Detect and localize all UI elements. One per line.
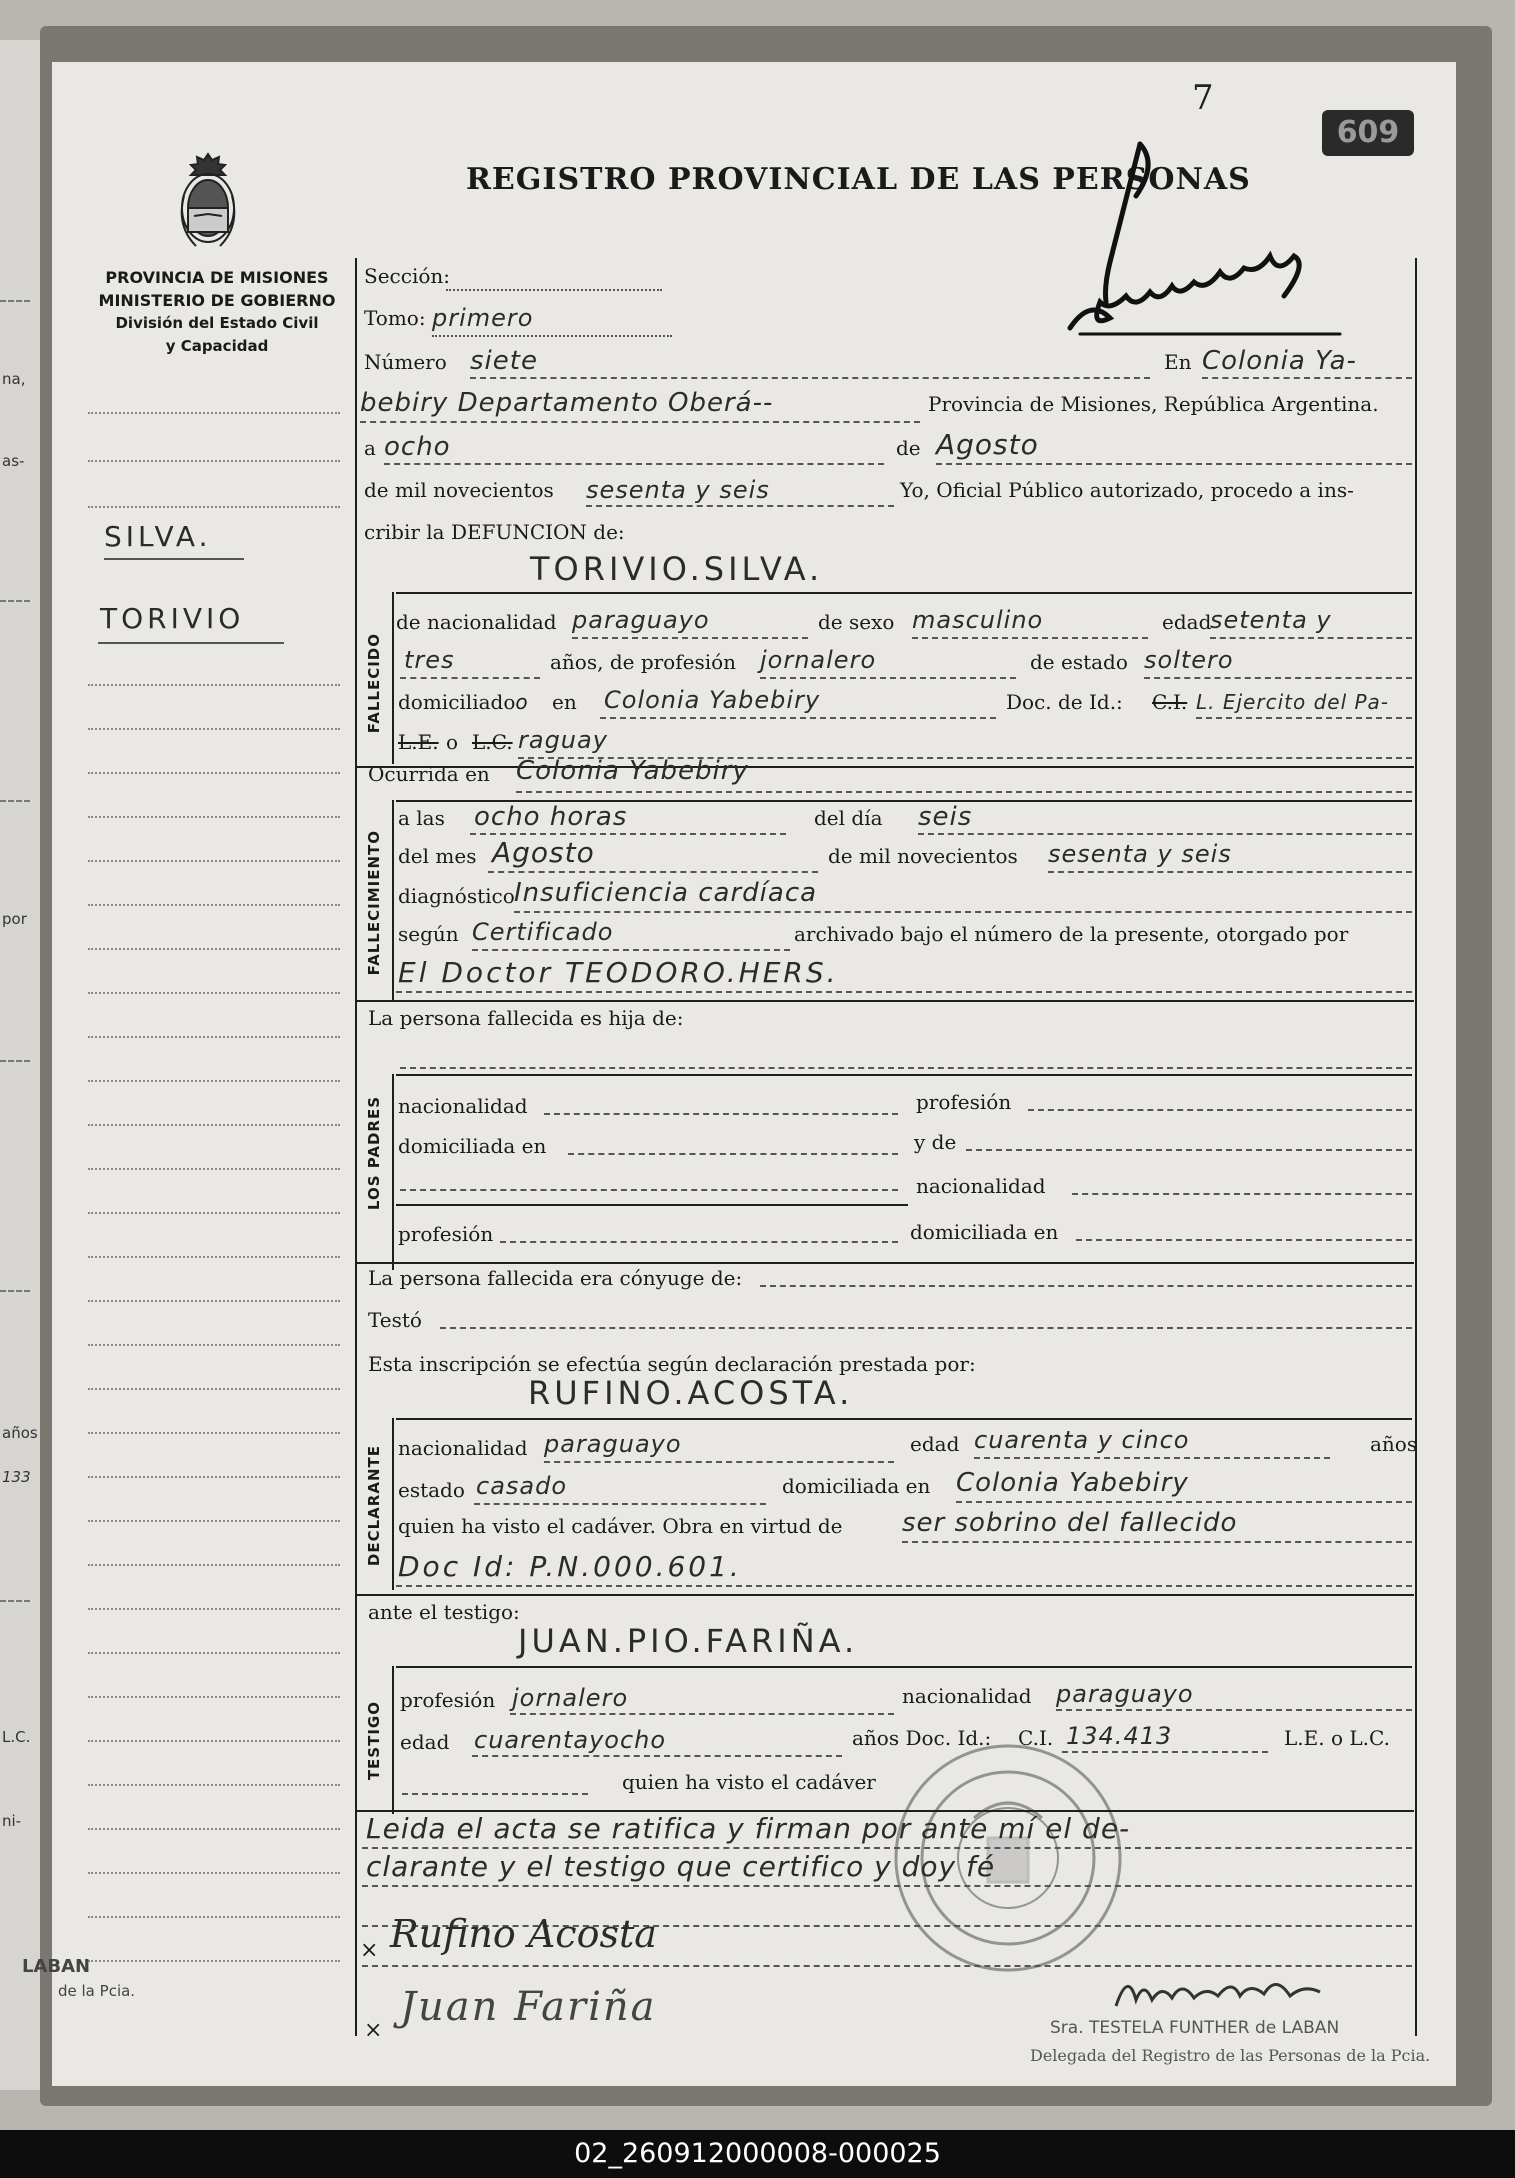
- ministry-header: [82, 266, 352, 358]
- margin-line: [88, 1828, 340, 1830]
- anio-field: [1048, 870, 1412, 873]
- margin-line: [88, 460, 340, 462]
- declarante-tab-rule: [392, 1418, 394, 1590]
- page-number: 7: [1192, 78, 1214, 118]
- margin-line: [88, 1212, 340, 1214]
- cierre-linea-2: clarante y el testigo que certifico y doy fé: [366, 1850, 996, 1883]
- anios-profesion-label: años, de profesión: [550, 650, 737, 674]
- le-label: L.E.: [398, 730, 439, 754]
- form-right-border: [1415, 258, 1417, 2036]
- declarante-estado-field: [474, 1502, 766, 1505]
- registrar-signature: [1040, 138, 1370, 348]
- segun-label: según: [398, 922, 459, 946]
- testo-label: Testó: [368, 1308, 422, 1332]
- madre-name-field-2: [400, 1188, 898, 1191]
- tomo-field: [432, 334, 672, 337]
- margin-line: [88, 948, 340, 950]
- sexo-value: masculino: [912, 606, 1044, 634]
- margin-line: [88, 1168, 340, 1170]
- margin-line: [88, 1652, 340, 1654]
- declarante-nacionalidad-value: paraguayo: [544, 1430, 682, 1458]
- declarante-tab: DECLARANTE: [365, 1445, 383, 1567]
- inscripcion-label: Esta inscripción se efectúa según declaración prestada por:: [368, 1352, 976, 1376]
- diagnostico-value: Insuficiencia cardíaca: [514, 878, 818, 908]
- dia-value: seis: [918, 802, 973, 832]
- margin-line: [88, 1300, 340, 1302]
- provincia-label: Provincia de Misiones, República Argentina.: [928, 392, 1379, 416]
- padres-nacionalidad2-label: nacionalidad: [916, 1174, 1046, 1198]
- testigo-ci-value: 134.413: [1066, 1722, 1173, 1750]
- x-mark: ×: [360, 1938, 379, 1963]
- padres-nacionalidad2-field: [1072, 1192, 1412, 1195]
- prev-page-line: [0, 600, 30, 602]
- declarante-nombre: RUFINO.ACOSTA.: [528, 1374, 854, 1412]
- sexo-field: [912, 636, 1148, 639]
- folio-stamp: 609: [1322, 110, 1414, 156]
- medico-value: El Doctor TEODORO.HERS.: [398, 956, 839, 989]
- division-name: División del Estado Civil: [115, 314, 319, 332]
- margin-line: [88, 772, 340, 774]
- testigo-profesion-value: jornalero: [512, 1684, 629, 1712]
- padres-domiciliada2-field: [1076, 1238, 1412, 1241]
- lugar-value-2: bebiry Departamento Oberá--: [360, 388, 774, 418]
- prev-page-stamp: LABAN: [22, 1956, 91, 1977]
- numero-label: Número: [364, 350, 447, 374]
- declarante-anios-label: años: [1370, 1432, 1418, 1456]
- prev-page-fragment: años: [2, 1424, 38, 1442]
- testigo-tab: TESTIGO: [365, 1701, 383, 1781]
- testigo-tab-rule: [392, 1666, 394, 1814]
- nacionalidad-field: [572, 636, 808, 639]
- margin-line: [88, 1432, 340, 1434]
- lugar-value-1: Colonia Ya-: [1202, 346, 1357, 376]
- declarante-doc-value: Doc Id: P.N.000.601.: [398, 1550, 742, 1583]
- inscribir-label: cribir la DEFUNCION de:: [364, 520, 625, 544]
- anio-value: sesenta y seis: [1048, 840, 1232, 868]
- declarante-virtud-value: ser sobrino del fallecido: [902, 1508, 1238, 1538]
- ante-testigo-label: ante el testigo:: [368, 1600, 520, 1624]
- padres-top-rule: [396, 1074, 1412, 1076]
- doc-value-2: raguay: [518, 726, 608, 754]
- cierre-field-2: [362, 1884, 1412, 1887]
- dia-field: [384, 462, 884, 465]
- tomo-value: primero: [432, 304, 534, 332]
- mes-field: [488, 870, 818, 873]
- declarante-estado-label: estado: [398, 1478, 465, 1502]
- margin-line: [88, 1608, 340, 1610]
- padres-domiciliada-field: [568, 1152, 898, 1155]
- testigo-profesion-field: [510, 1712, 894, 1715]
- margin-line: [88, 1740, 340, 1742]
- lugar-field-1: [1202, 376, 1412, 379]
- en-label: en: [552, 690, 577, 714]
- domicilio-value: Colonia Yabebiry: [604, 686, 821, 714]
- margin-line: [88, 728, 340, 730]
- ocurrida-label: Ocurrida en: [368, 762, 490, 786]
- estado-value: soltero: [1144, 646, 1234, 674]
- declarante-domicilio-value: Colonia Yabebiry: [956, 1468, 1189, 1498]
- margin-line: [88, 992, 340, 994]
- nacionalidad-value: paraguayo: [572, 606, 710, 634]
- testigo-profesion-label: profesión: [400, 1688, 496, 1712]
- anio-field: [586, 504, 894, 507]
- margin-line: [88, 1476, 340, 1478]
- margin-line: [88, 1036, 340, 1038]
- margin-line: [88, 1784, 340, 1786]
- testigo-ci-label: C.I.: [1018, 1726, 1054, 1750]
- seccion-field: [446, 288, 662, 291]
- mes-label: del mes: [398, 844, 477, 868]
- testigo-top-rule: [396, 1666, 1412, 1668]
- padres-tab-rule: [392, 1074, 394, 1270]
- testigo-nacionalidad-field: [1056, 1708, 1412, 1711]
- hija-label: La persona fallecida es hija de:: [368, 1006, 684, 1030]
- cierre-field-1: [362, 1846, 1412, 1849]
- edad-value-2: tres: [404, 646, 455, 674]
- segun-value: Certificado: [472, 918, 614, 946]
- a-label: a: [364, 436, 376, 460]
- yo-label: Yo, Oficial Público autorizado, procedo a ins-: [900, 478, 1354, 502]
- doc-value-1: L. Ejercito del Pa-: [1196, 690, 1390, 714]
- hora-value: ocho horas: [474, 802, 628, 832]
- margin-line: [88, 1124, 340, 1126]
- margin-line: [88, 1960, 340, 1962]
- testigo-edad-field: [472, 1754, 842, 1757]
- nacionalidad-label: de nacionalidad: [396, 610, 557, 634]
- fallecido-tab: FALLECIDO: [365, 632, 383, 734]
- diagnostico-label: diagnóstico: [398, 884, 515, 908]
- padres-nacionalidad-label: nacionalidad: [398, 1094, 528, 1118]
- mes-field: [936, 462, 1412, 465]
- mes-value: Agosto: [492, 836, 595, 869]
- dia-field: [918, 832, 1412, 835]
- ocurrida-rule: [356, 766, 1414, 768]
- edad-value-1: setenta y: [1210, 606, 1332, 634]
- prev-page-line: [0, 1600, 30, 1602]
- testigo-rule: [356, 1594, 1414, 1596]
- margin-given-name: TORIVIO: [100, 602, 245, 635]
- division-name-2: y Capacidad: [165, 337, 269, 355]
- padre-name-field: [400, 1066, 1412, 1069]
- margin-line: [88, 1520, 340, 1522]
- margin-line: [88, 1256, 340, 1258]
- archivado-label: archivado bajo el número de la presente, otorgado por: [794, 922, 1349, 946]
- prev-page-fragment: na,: [2, 370, 26, 388]
- conyuge-field: [760, 1284, 1412, 1287]
- margin-line: [88, 1916, 340, 1918]
- mil-label: de mil novecientos: [828, 844, 1018, 868]
- form-left-border: [355, 258, 357, 2036]
- declarante-edad-field: [974, 1456, 1330, 1459]
- testigo-edad-label: edad: [400, 1730, 450, 1754]
- padres-domiciliada2-label: domiciliada en: [910, 1220, 1059, 1244]
- testigo-le-label: L.E. o L.C.: [1284, 1726, 1390, 1750]
- hora-label: a las: [398, 806, 445, 830]
- province-name: PROVINCIA DE MISIONES: [105, 268, 329, 287]
- margin-line: [88, 1564, 340, 1566]
- prev-page-line: [0, 800, 30, 802]
- lc-label: L.C.: [472, 730, 513, 754]
- testigo-nombre: JUAN.PIO.FARIÑA.: [518, 1622, 859, 1660]
- officer-title: Delegada del Registro de las Personas de la Pcia.: [1030, 2046, 1431, 2065]
- conyuge-rule: [356, 1262, 1414, 1264]
- margin-underline: [104, 558, 244, 560]
- tomo-label: Tomo:: [364, 306, 426, 330]
- national-emblem-icon: [172, 146, 244, 258]
- cierre-linea-1: Leida el acta se ratifica y firman por ante mí el de-: [366, 1812, 1131, 1845]
- prev-page-fragment: L.C.: [2, 1728, 31, 1746]
- declarante-domicilio-field: [956, 1500, 1412, 1503]
- declarante-virtud-field: [902, 1540, 1412, 1543]
- prev-page-fragment: 133: [2, 1468, 31, 1486]
- margin-line: [88, 412, 340, 414]
- estado-field: [1144, 676, 1412, 679]
- lugar-field-2: [360, 420, 920, 423]
- domicilio-label: domiciliadoo: [398, 690, 528, 714]
- declarante-signature: Rufino Acosta: [390, 1912, 657, 1956]
- file-id: 02_260912000008-000025: [574, 2138, 941, 2169]
- officer-name: Sra. TESTELA FUNTHER de LABAN: [1050, 2018, 1340, 2038]
- margin-line: [88, 684, 340, 686]
- ocurrida-field: [516, 790, 1412, 793]
- prev-page-line: [0, 1060, 30, 1062]
- x-mark-2: ×: [364, 2018, 383, 2043]
- prev-page-fragment: as-: [2, 452, 25, 470]
- padres-profesion-field: [1028, 1108, 1412, 1111]
- fallecido-tab-rule: [392, 592, 394, 764]
- declarante-nacionalidad-label: nacionalidad: [398, 1436, 528, 1460]
- testigo-nacionalidad-value: paraguayo: [1056, 1680, 1194, 1708]
- padres-profesion-label: profesión: [916, 1090, 1012, 1114]
- prev-page-stamp-2: de la Pcia.: [58, 1982, 136, 2000]
- ci-label: C.I.: [1152, 690, 1188, 714]
- doc-field-1: [1196, 716, 1412, 719]
- profesion-field: [760, 676, 1016, 679]
- margin-line: [88, 1388, 340, 1390]
- declarante-edad-label: edad: [910, 1432, 960, 1456]
- ocurrida-value: Colonia Yabebiry: [516, 756, 749, 786]
- medico-field: [396, 990, 1412, 993]
- margin-line: [88, 1344, 340, 1346]
- seccion-label: Sección:: [364, 264, 450, 288]
- padres-mid-rule: [396, 1204, 908, 1206]
- margin-line: [88, 904, 340, 906]
- declarante-visto-label: quien ha visto el cadáver. Obra en virtud de: [398, 1514, 843, 1538]
- declarante-domiciliada-label: domiciliada en: [782, 1474, 931, 1498]
- edad-field-2: [400, 676, 540, 679]
- declarante-estado-value: casado: [476, 1472, 568, 1500]
- prev-page-fragment: por: [2, 910, 27, 928]
- fallecimiento-tab: FALLECIMIENTO: [365, 830, 383, 976]
- document-title: REGISTRO PROVINCIAL DE LAS PERSONAS: [466, 162, 1251, 197]
- edad-label: edad: [1162, 610, 1212, 634]
- de-label: de: [896, 436, 921, 460]
- dia-value: ocho: [384, 432, 451, 462]
- declarante-nacionalidad-field: [544, 1460, 894, 1463]
- padres-nacionalidad-field: [544, 1112, 898, 1115]
- testigo-signature: Juan Fariña: [400, 1984, 657, 2030]
- margin-line: [88, 1696, 340, 1698]
- segun-field: [472, 948, 790, 951]
- madre-name-field: [966, 1148, 1412, 1151]
- prev-page-fragment: ni-: [2, 1812, 22, 1830]
- testigo-nacionalidad-label: nacionalidad: [902, 1684, 1032, 1708]
- padres-profesion2-field: [500, 1240, 898, 1243]
- ministry-name: MINISTERIO DE GOBIERNO: [98, 291, 336, 310]
- numero-value: siete: [470, 346, 538, 376]
- declarante-edad-value: cuarenta y cinco: [974, 1426, 1190, 1454]
- anio-value: sesenta y seis: [586, 476, 770, 504]
- dia-label: del día: [814, 806, 883, 830]
- diagnostico-field: [514, 910, 1412, 913]
- testigo-doc-field: [402, 1792, 588, 1795]
- conyuge-label: La persona fallecida era cónyuge de:: [368, 1266, 743, 1290]
- margin-line: [88, 1080, 340, 1082]
- fallecido-nombre: TORIVIO.SILVA.: [530, 550, 824, 588]
- profesion-value: jornalero: [760, 646, 877, 674]
- hora-field: [470, 832, 786, 835]
- file-id-bar: [0, 2130, 1515, 2178]
- mil-label: de mil novecientos: [364, 478, 554, 502]
- margin-line: [88, 506, 340, 508]
- estado-label: de estado: [1030, 650, 1128, 674]
- testigo-edad-value: cuarentayocho: [474, 1726, 667, 1754]
- declarante-top-rule: [396, 1418, 1412, 1420]
- en-label: En: [1164, 350, 1192, 374]
- numero-field: [470, 376, 1150, 379]
- domicilio-field: [600, 716, 996, 719]
- testo-field: [440, 1326, 1412, 1329]
- padres-rule: [356, 1000, 1414, 1002]
- sexo-label: de sexo: [818, 610, 895, 634]
- officer-signature: [1110, 1962, 1390, 2022]
- doc-label: Doc. de Id.:: [1006, 690, 1123, 714]
- margin-line: [88, 1872, 340, 1874]
- padres-domiciliada-label: domiciliada en: [398, 1134, 547, 1158]
- fallecido-top-rule: [396, 592, 1412, 594]
- prev-page-line: [0, 1290, 30, 1292]
- padres-profesion2-label: profesión: [398, 1222, 494, 1246]
- testigo-visto-label: quien ha visto el cadáver: [622, 1770, 876, 1794]
- padres-tab: LOS PADRES: [365, 1095, 383, 1211]
- margin-line: [88, 860, 340, 862]
- testigo-anios-doc-label: años Doc. Id.:: [852, 1726, 992, 1750]
- o-label: o: [446, 730, 459, 754]
- declarante-doc-field: [396, 1584, 1412, 1587]
- prev-page-line: [0, 300, 30, 302]
- mes-value: Agosto: [936, 428, 1039, 461]
- edad-field-1: [1210, 636, 1412, 639]
- margin-line: [88, 816, 340, 818]
- fallecimiento-tab-rule: [392, 800, 394, 1000]
- margin-underline: [98, 642, 284, 644]
- padres-yde-label: y de: [914, 1130, 957, 1154]
- margin-surname: SILVA.: [104, 520, 212, 553]
